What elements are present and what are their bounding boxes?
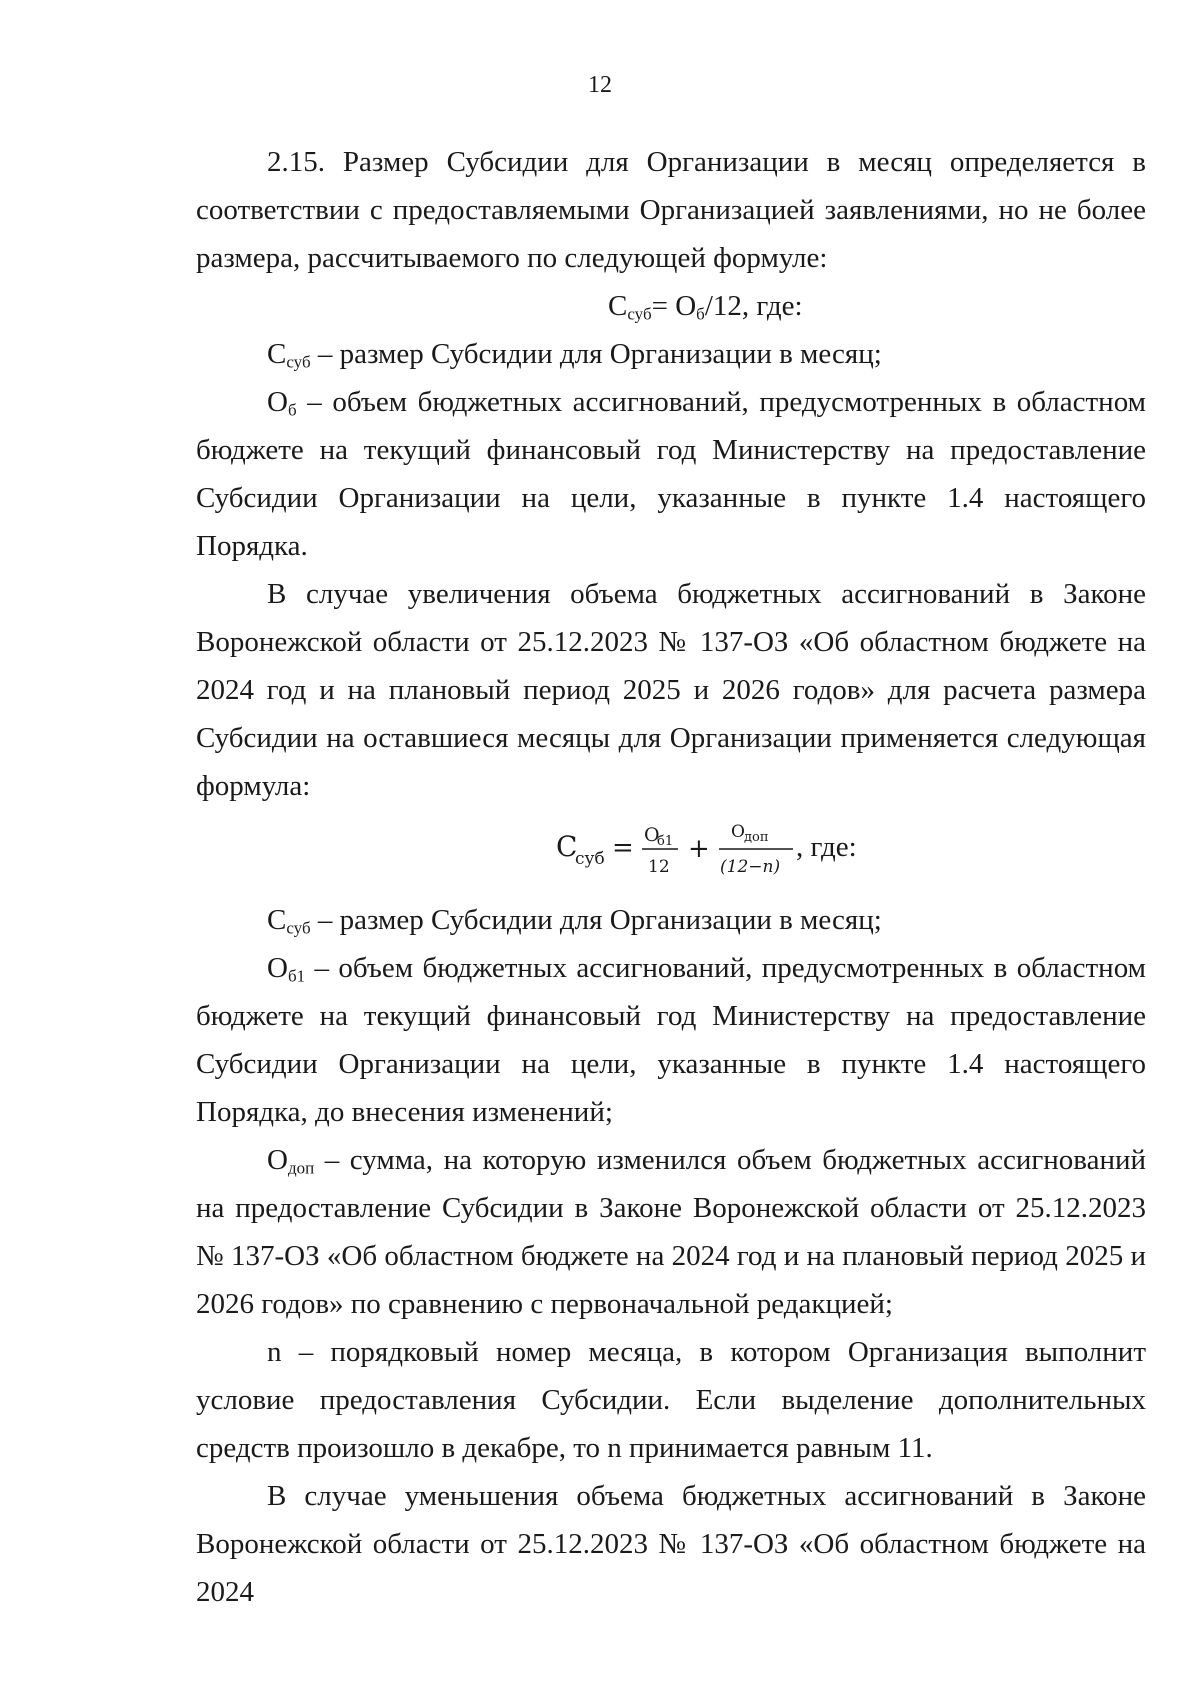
formula-2-lhs-sub: суб [575,849,605,869]
formula-2-tail: , где: [796,831,857,863]
symbol-c-sub: суб [286,918,311,938]
symbol-o: О [267,952,288,984]
definition-n: n – порядковый номер месяца, в котором Организация выполнит условие предоставления Субсидии. Если выделение дополнительных средств произошло в декабре, то n принимается равным 11. [196,1336,1146,1464]
page-number: 12 [588,72,612,98]
formula-2-num2-sub: доп [744,830,769,845]
definition-c-sub-2 [196,896,1146,944]
formula-1-o-sub: б [696,304,705,324]
formula-increase [196,810,1146,896]
definition-c-sub [196,330,1146,378]
formula-2-den2: (12−n) [720,857,781,877]
formula-2-eq: = [612,833,634,863]
formula-monthly-subsidy [196,282,1146,330]
formula-1-c: С [608,290,628,322]
definition-text: – размер Субсидии для Организации в месяц; [310,338,882,370]
formula-1-tail: /12, где: [704,290,803,322]
formula-2-plus: + [688,834,710,864]
definition-text: – объем бюджетных ассигнований, предусмотренных в областном бюджете на текущий финансовый год Министерству на предоставление Субсидии Организации на цели, указанные в пункте 1.4 настоящего Порядка, до внесения изменений; [196,952,1146,1128]
document-body [196,138,1146,1616]
symbol-c: С [267,904,287,936]
formula-2-num1-sub: б1 [657,834,674,849]
definition-text: – сумма, на которую изменился объем бюджетных ассигнований на предоставление Субсидии в Законе Воронежской области от 25.12.2023 № 137-ОЗ «Об областном бюджете на 2024 год и на плановый период 2025 и 2026 годов» по сравнению с первоначальной редакцией; [196,1144,1146,1320]
formula-2-num2: О [731,822,745,842]
symbol-o-sub: б [287,400,297,420]
paragraph-decrease: В случае уменьшения объема бюджетных ассигнований в Законе Воронежской области от 25.12.2023 № 137-ОЗ «Об областном бюджете на 2024 [196,1480,1146,1608]
formula-2-svg [556,814,976,894]
symbol-o: О [267,386,288,418]
formula-1 [608,282,803,330]
symbol-c-sub: суб [286,352,311,372]
symbol-c: С [267,338,287,370]
symbol-o-sub: б1 [287,966,306,986]
formula-2-num1: О [644,824,660,846]
symbol-o-sub: доп [287,1158,315,1178]
formula-1-c-sub: суб [627,304,652,324]
definition-text: – размер Субсидии для Организации в месяц; [310,904,882,936]
paragraph-2-15: 2.15. Размер Субсидии для Организации в месяц определяется в соответствии с предоставляемыми Организацией заявлениями, но не более размера, рассчитываемого по следующей формуле: [196,146,1146,274]
formula-2-den1: 12 [648,857,670,877]
paragraph-increase: В случае увеличения объема бюджетных ассигнований в Законе Воронежской области от 25.12.2023 № 137-ОЗ «Об областном бюджете на 2024 год и на плановый период 2025 и 2026 годов» для расчета размера Субсидии на оставшиеся месяцы для Организации применяется следующая формула: [196,578,1146,802]
definition-o-dop [196,1136,1146,1328]
formula-2-lhs: С [556,830,578,863]
symbol-o: О [267,1144,288,1176]
definition-o-b1 [196,944,1146,1136]
definition-text: – объем бюджетных ассигнований, предусмотренных в областном бюджете на текущий финансовый год Министерству на предоставление Субсидии Организации на цели, указанные в пункте 1.4 настоящего Порядка. [196,386,1146,562]
formula-1-mid: = О [651,290,697,322]
definition-o-b [196,378,1146,570]
